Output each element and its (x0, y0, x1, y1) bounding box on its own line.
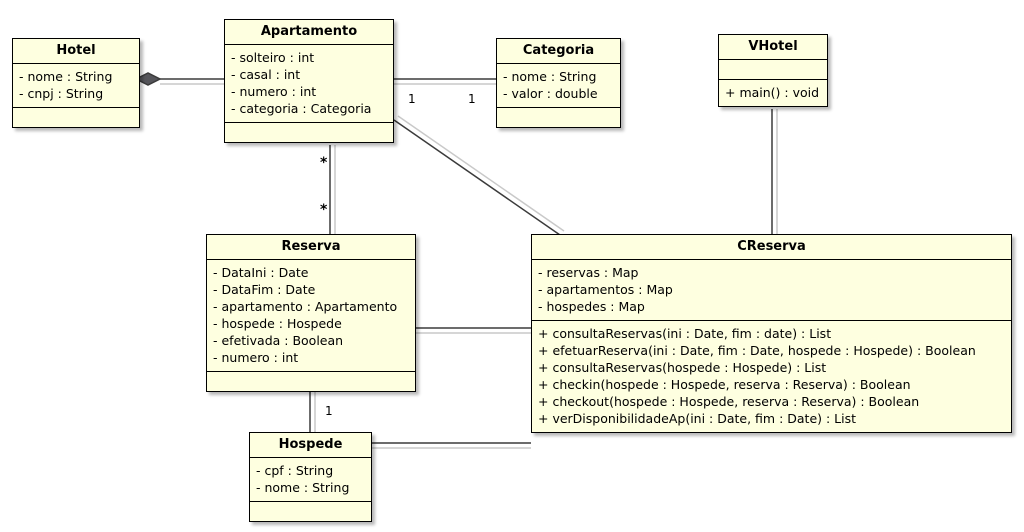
attribute-row: - apartamentos : Map (538, 282, 673, 297)
multiplicity-apartamento-categoria-right: 1 (468, 92, 476, 106)
class-hospede[interactable] (249, 432, 372, 522)
class-reserva-title: Reserva (207, 235, 415, 260)
class-categoria-attributes (497, 64, 620, 108)
class-hotel[interactable] (12, 38, 140, 128)
edge-apartamento-creserva (394, 120, 560, 235)
attribute-row: - casal : int (231, 67, 301, 82)
attribute-row: - DataIni : Date (213, 265, 309, 280)
attribute-row: - DataFim : Date (213, 282, 316, 297)
multiplicity-apartamento-categoria-left: 1 (408, 92, 416, 106)
class-hospede-attributes (250, 458, 371, 502)
operation-row: + checkout(hospede : Hospede, reserva : Reserva) : Boolean (538, 394, 920, 409)
class-reserva-attributes (207, 260, 415, 372)
class-vhotel-attributes (719, 60, 827, 80)
class-reserva-operations (207, 372, 415, 391)
class-vhotel-operations (719, 80, 827, 106)
operation-row: + consultaReservas(ini : Date, fim : date) : List (538, 326, 832, 341)
attribute-row: - nome : String (256, 480, 350, 495)
attribute-row: - valor : double (503, 86, 598, 101)
class-vhotel[interactable] (718, 34, 828, 107)
attribute-row: - nome : String (503, 69, 597, 84)
class-apartamento-title: Apartamento (225, 20, 393, 45)
class-hospede-title: Hospede (250, 433, 371, 458)
attribute-row: - categoria : Categoria (231, 101, 372, 116)
attribute-row: - cpf : String (256, 463, 334, 478)
class-apartamento-attributes (225, 45, 393, 123)
class-categoria[interactable] (496, 38, 621, 128)
attribute-row: - reservas : Map (538, 265, 639, 280)
class-hotel-title: Hotel (13, 39, 139, 64)
operation-row: + main() : void (725, 85, 820, 100)
class-creserva-operations (532, 321, 1011, 432)
attribute-row: - hospedes : Map (538, 299, 645, 314)
attribute-row: - solteiro : int (231, 50, 315, 65)
attribute-row: - hospede : Hospede (213, 316, 342, 331)
multiplicity-apartamento-reserva-upper: * (320, 155, 328, 171)
operation-row: + checkin(hospede : Hospede, reserva : Reserva) : Boolean (538, 377, 911, 392)
attribute-row: - numero : int (213, 350, 299, 365)
class-creserva-title: CReserva (532, 235, 1011, 260)
multiplicity-reserva-hospede: 1 (325, 404, 333, 418)
operation-row: + efetuarReserva(ini : Date, fim : Date, hospede : Hospede) : Boolean (538, 343, 976, 358)
class-creserva[interactable] (531, 234, 1012, 433)
class-hospede-operations (250, 502, 371, 521)
class-apartamento-operations (225, 123, 393, 142)
class-hotel-attributes (13, 64, 139, 108)
attribute-row: - efetivada : Boolean (213, 333, 344, 348)
class-hotel-operations (13, 108, 139, 127)
attribute-row: - nome : String (19, 69, 113, 84)
multiplicity-apartamento-reserva-lower: * (320, 202, 328, 218)
operation-row: + verDisponibilidadeAp(ini : Date, fim : Date) : List (538, 411, 857, 426)
class-vhotel-title: VHotel (719, 35, 827, 60)
class-apartamento[interactable] (224, 19, 394, 143)
class-creserva-attributes (532, 260, 1011, 321)
attribute-row: - apartamento : Apartamento (213, 299, 398, 314)
class-categoria-title: Categoria (497, 39, 620, 64)
attribute-row: - cnpj : String (19, 86, 104, 101)
operation-row: + consultaReservas(hospede : Hospede) : List (538, 360, 827, 375)
attribute-row: - numero : int (231, 84, 317, 99)
class-categoria-operations (497, 108, 620, 127)
class-reserva[interactable] (206, 234, 416, 392)
